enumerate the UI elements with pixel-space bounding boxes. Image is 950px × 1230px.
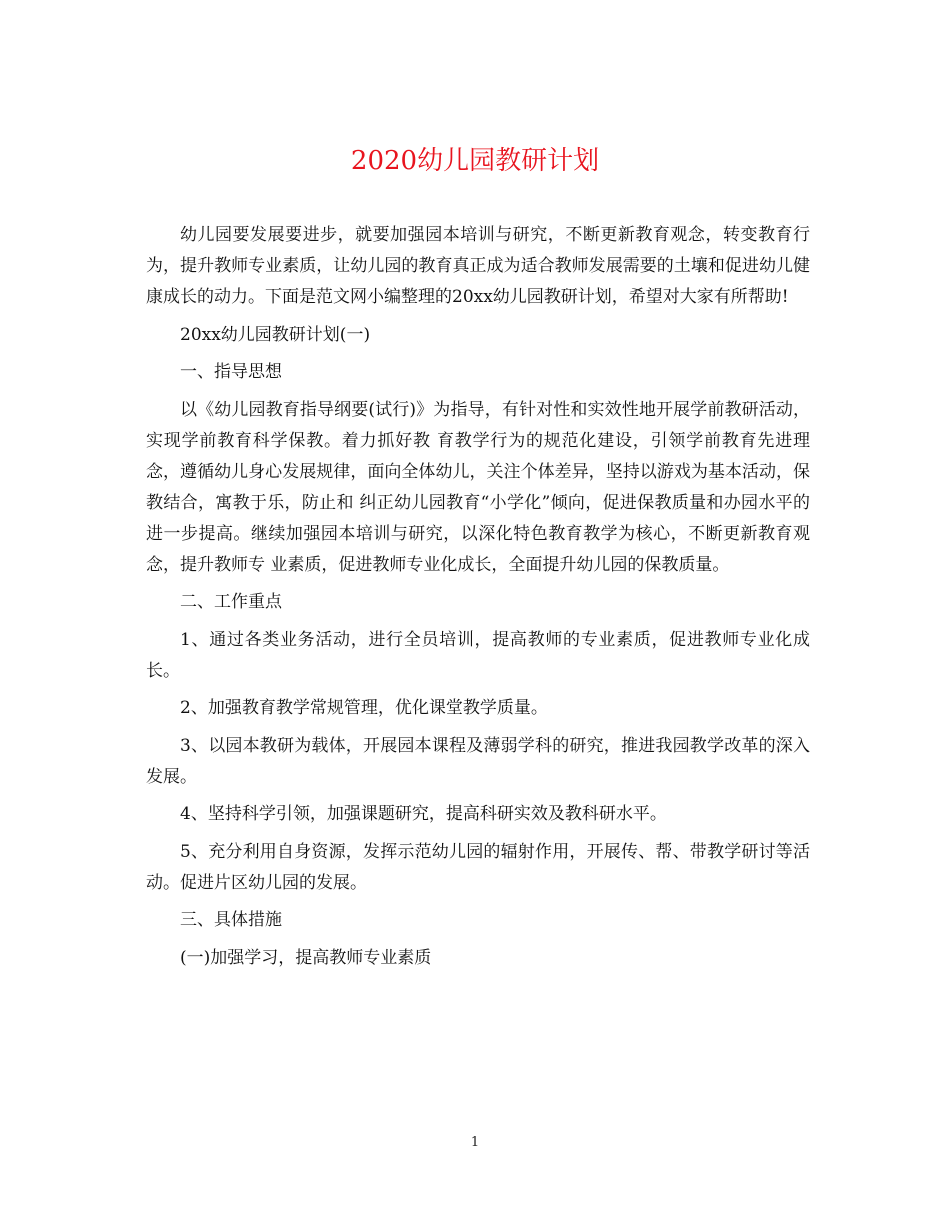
section-heading-guiding-ideology: 一、指导思想 (180, 362, 282, 382)
section-heading-work-focus: 二、工作重点 (180, 592, 282, 612)
intro-paragraph: 幼儿园要发展要进步，就要加强园本培训与研究，不断更新教育观念，转变教育行为，提升教师专业素质，让幼儿园的教育真正成为适合教师发展需要的土壤和促进幼儿健康成长的动力。下面是范文网小编整理的20xx幼儿园教研计划，希望对大家有所帮助! (146, 225, 810, 307)
work-focus-item-4: 4、坚持科学引领，加强课题研究，提高科研实效及教科研水平。 (180, 804, 667, 824)
guiding-ideology-paragraph: 以《幼儿园教育指导纲要(试行)》为指导，有针对性和实效性地开展学前教研活动，实现学前教育科学保教。着力抓好教 育教学行为的规范化建设，引领学前教育先进理念，遵循幼儿身心发展规律，面向全体幼儿，关注个体差异，坚持以游戏为基本活动，保教结合，寓教于乐，防止和 纠正幼儿园教育“小学化”倾向，促进保教质量和办园水平的进一步提高。继续加强园本培训与研究，以深化特色教育教学为核心，不断更新教育观念，提升教师专 业素质，促进教师专业化成长，全面提升幼儿园的保教质量。 (146, 399, 810, 575)
page-number: 1 (470, 1135, 480, 1150)
plan-subtitle: 20xx幼儿园教研计划(一) (180, 324, 371, 345)
section-heading-specific-measures: 三、具体措施 (180, 910, 282, 930)
document-title: 2020幼儿园教研计划 (350, 146, 600, 176)
work-focus-item-5: 5、充分利用自身资源，发挥示范幼儿园的辐射作用，开展传、帮、带教学研讨等活动。促进片区幼儿园的发展。 (146, 841, 810, 893)
document-body (146, 220, 810, 980)
work-focus-item-3: 3、以园本教研为载体，开展园本课程及薄弱学科的研究，推进我园教学改革的深入发展。 (146, 735, 810, 787)
work-focus-item-1: 1、通过各类业务活动，进行全员培训，提高教师的专业素质，促进教师专业化成长。 (146, 629, 810, 681)
work-focus-item-2: 2、加强教育教学常规管理，优化课堂教学质量。 (180, 698, 548, 718)
measure-subheading-1: (一)加强学习，提高教师专业素质 (180, 947, 432, 968)
